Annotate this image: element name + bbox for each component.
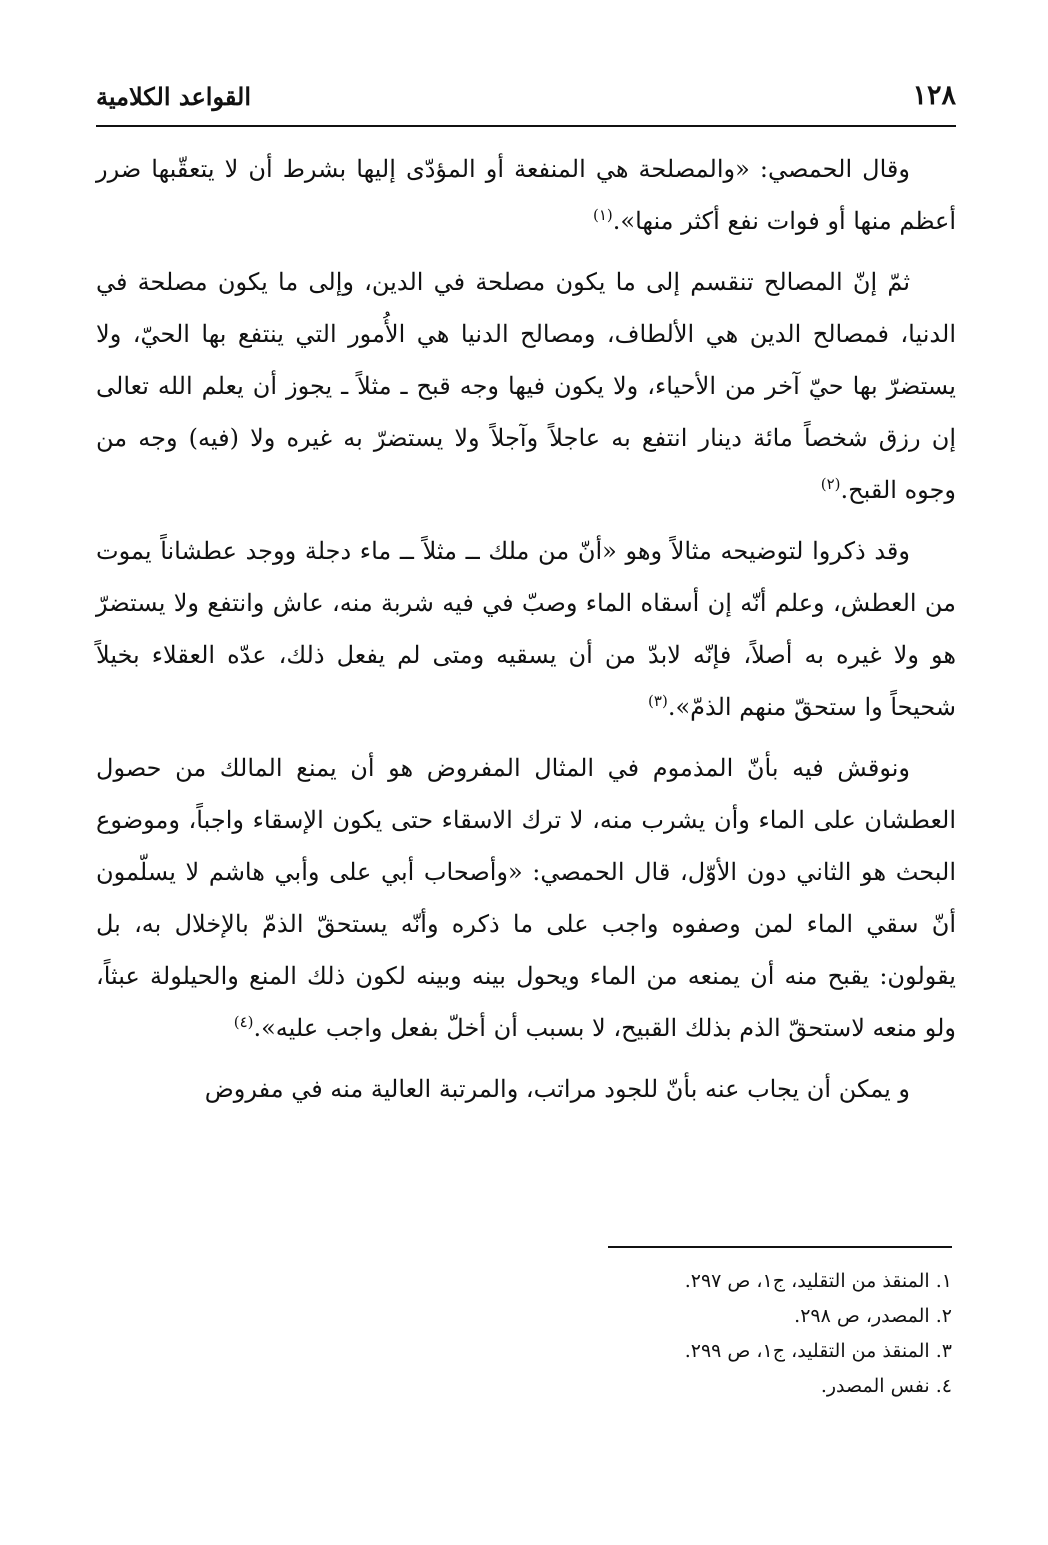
footnote-4: ٤. نفس المصدر. [820,1375,952,1397]
paragraph-3 [96,525,956,733]
paragraph-text: وقال الحمصي: «والمصلحة هي المنفعة أو المؤدّى إليها بشرط أن لا يتعقّبها ضرر أعظم منها أو فوات نفع أكثر منها». [96,155,956,235]
footnote-ref-3: (٣) [648,692,668,710]
footnote-divider [608,1246,952,1248]
paragraph-2 [96,256,956,516]
paragraph-1 [96,143,956,247]
paragraph-4 [96,742,956,1054]
footnote-ref-4: (٤) [233,1013,254,1031]
footnote-ref-2: (٢) [820,475,841,493]
running-title: القواعد الكلامية [96,82,251,111]
paragraph-text: ونوقش فيه بأنّ المذموم في المثال المفروض هو أن يمنع المالك من حصول العطشان على الماء وأن يشرب منه، لا ترك الاسقاء حتى يكون الإسقاء واجباً، وموضوع البحث هو الثاني دون الأوّل، قال الحمصي: «وأصحاب أبي على وأبي هاشم لا يسلّمون أنّ سقي الماء لمن وصفوه واجب على ما ذكره وأنّه يستحقّ الذمّ بالإخلال به، بل يقولون: يقبح منه أن يمنعه من الماء ويحول بينه وبينه لكون ذلك المنع والحيلولة عبثاً، ولو منعه لاستحقّ الذم بذلك القبيح، لا بسبب أن أخلّ بفعل واجب عليه». [96,754,957,1042]
main-text [96,143,956,1124]
paragraph-text: و يمكن أن يجاب عنه بأنّ للجود مراتب، والمرتبة العالية منه في مفروض [204,1075,910,1103]
footnote-3: ٣. المنقذ من التقليد، ج١، ص ٢٩٩. [684,1340,952,1362]
paragraph-5 [96,1063,956,1115]
header-divider [96,125,956,127]
footnotes [252,1264,952,1404]
footnote-2: ٢. المصدر، ص ٢٩٨. [794,1305,952,1327]
page-number: ١٢٨ [912,80,956,111]
paragraph-text: ثمّ إنّ المصالح تنقسم إلى ما يكون مصلحة في الدين، وإلى ما يكون مصلحة في الدنيا، فمصالح الدين هي الألطاف، ومصالح الدنيا هي الأُمور التي ينتفع بها الحيّ، ولا يستضرّ بها حيّ آخر من الأحياء، ولا يكون فيها وجه قبح ـ مثلاً ـ يجوز أن يعلم الله تعالى إن رزق شخصاً مائة دينار انتفع به عاجلاً وآجلاً ولا يستضرّ به غيره ولا (فيه) وجه من وجوه القبح. [96,268,956,504]
page-header [96,78,956,118]
paragraph-text: وقد ذكروا لتوضيحه مثالاً وهو «أنّ من ملك ــ مثلاً ــ ماء دجلة ووجد عطشاناً يموت من العطش، وعلم أنّه إن أسقاه الماء وصبّ في فيه شربة منه، عاش وانتفع ولا يستضرّ هو ولا غيره به أصلاً، فإنّه لابدّ من أن يسقيه ومتى لم يفعل ذلك، عدّه العقلاء بخيلاً شحيحاً وا ستحقّ منهم الذمّ». [96,537,956,721]
footnote-1: ١. المنقذ من التقليد، ج١، ص ٢٩٧. [684,1270,952,1292]
footnote-ref-1: (١) [592,206,613,224]
